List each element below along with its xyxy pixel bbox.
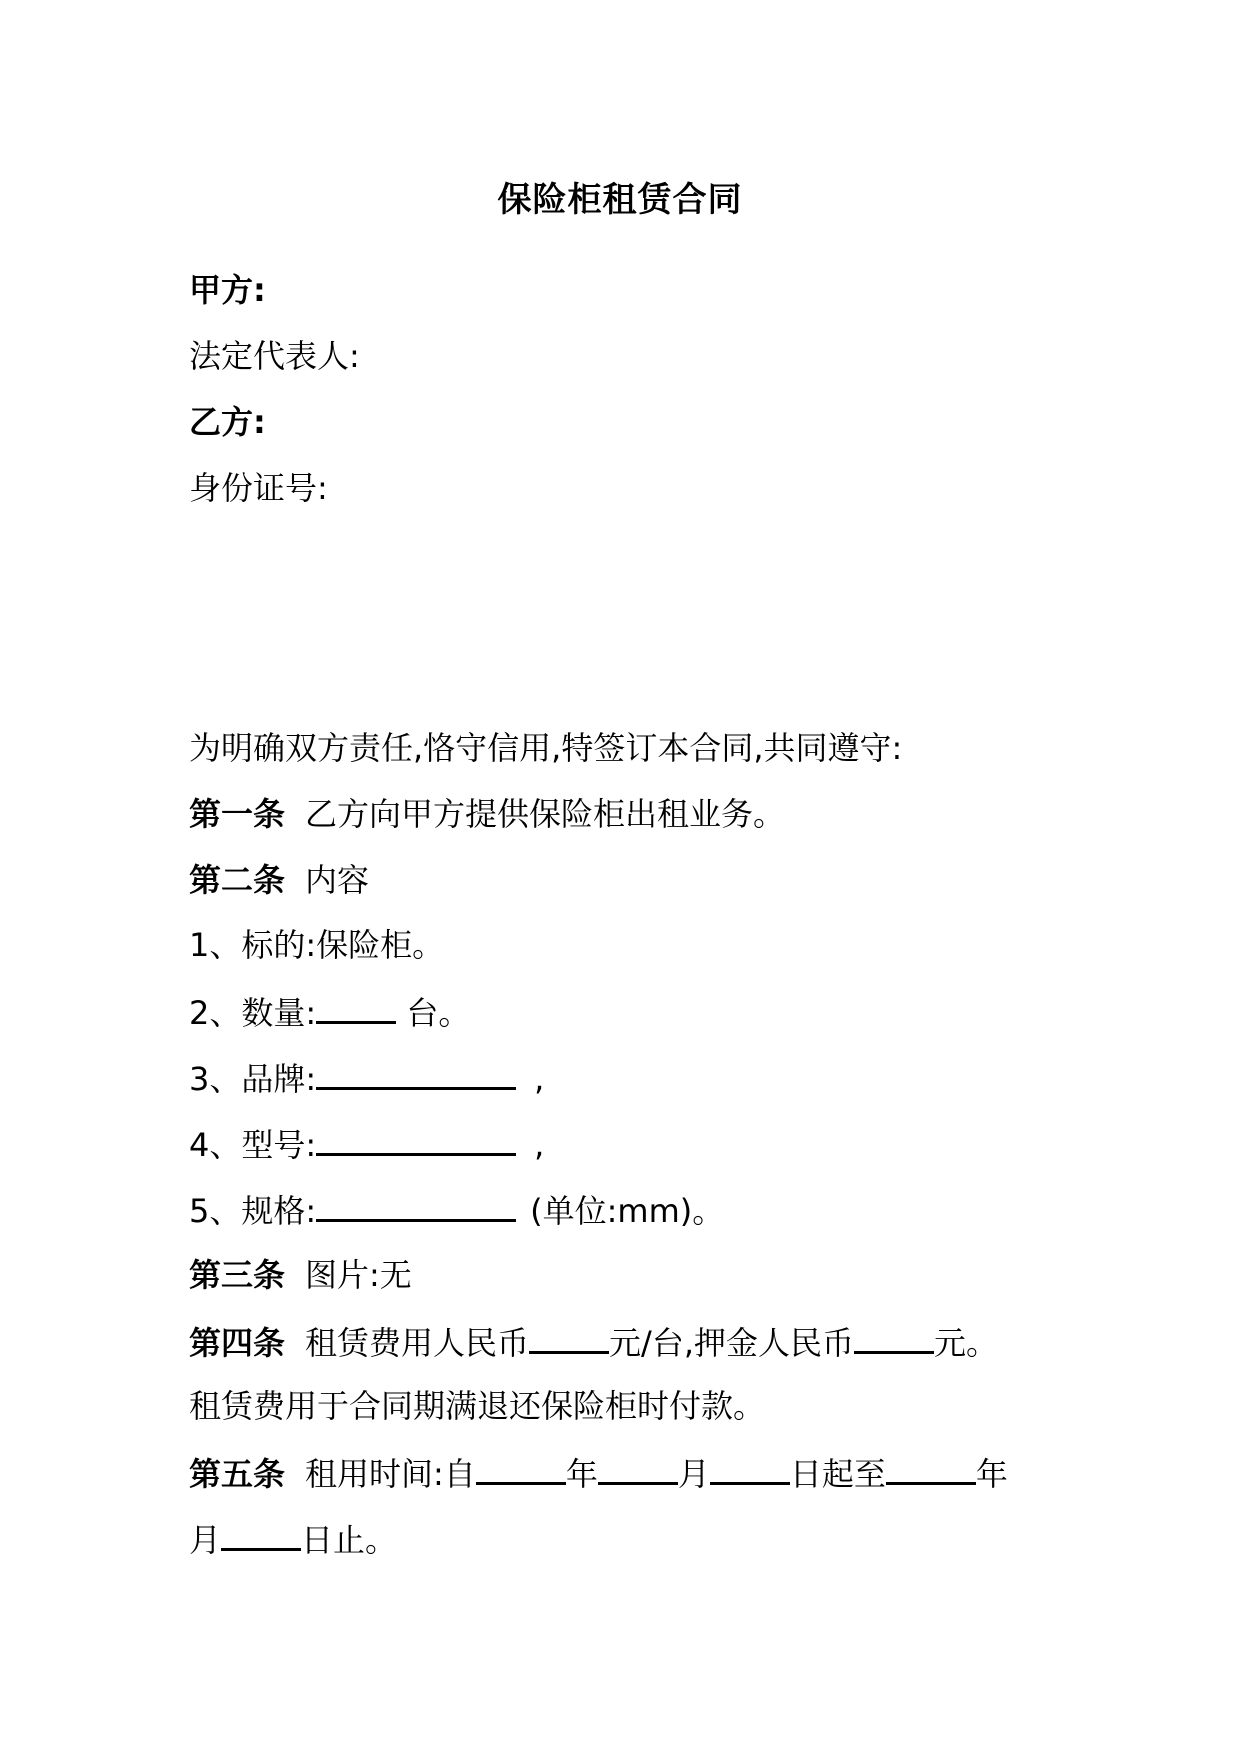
article-1-text: 乙方向甲方提供保险柜出租业务。 <box>305 795 786 833</box>
end-month-label: 月 <box>189 1521 222 1559</box>
party-a-label: 甲方: <box>189 271 266 309</box>
article-2-item-4 <box>189 1121 544 1167</box>
model-suffix: , <box>534 1126 545 1164</box>
spec-suffix: (单位:mm)。 <box>530 1192 725 1230</box>
legal-rep-label: 法定代表人: <box>189 337 360 375</box>
article-1 <box>189 792 785 836</box>
model-blank <box>316 1121 516 1156</box>
spec-blank <box>316 1187 516 1222</box>
start-year-label: 年 <box>565 1455 598 1493</box>
article-4-line-2: 租赁费用于合同期满退还保险柜时付款。 <box>189 1387 766 1425</box>
start-month-blank <box>598 1450 678 1485</box>
article-3-text: 图片:无 <box>305 1256 412 1294</box>
article-2-item-2 <box>189 989 470 1035</box>
article-2-heading: 第二条 <box>189 861 286 899</box>
brand-blank <box>316 1055 516 1090</box>
end-year-blank <box>886 1450 976 1485</box>
article-5-line-2 <box>189 1516 397 1562</box>
start-day-blank <box>710 1450 790 1485</box>
quantity-blank <box>316 989 396 1024</box>
brand-label: 3、品牌: <box>189 1060 317 1098</box>
model-label: 4、型号: <box>189 1126 317 1164</box>
quantity-label: 2、数量: <box>189 994 317 1032</box>
article-3 <box>189 1253 412 1297</box>
article-2-text: 内容 <box>305 861 370 899</box>
start-day-label: 日起至 <box>789 1455 886 1493</box>
rent-fee-blank <box>529 1319 609 1354</box>
spec-label: 5、规格: <box>189 1192 317 1230</box>
rent-fee-label: 租赁费用人民币 <box>305 1324 530 1362</box>
rental-period-label: 租用时间:自 <box>305 1455 476 1493</box>
deposit-label: 元/台,押金人民币 <box>609 1324 854 1362</box>
article-5 <box>189 1450 1008 1496</box>
article-2-item-3 <box>189 1055 544 1101</box>
article-4-heading: 第四条 <box>189 1324 286 1362</box>
quantity-suffix: 台。 <box>396 994 471 1032</box>
end-month-blank <box>221 1516 301 1551</box>
end-year-label: 年 <box>975 1455 1008 1493</box>
article-3-heading: 第三条 <box>189 1256 286 1294</box>
brand-suffix: , <box>534 1060 545 1098</box>
start-year-blank <box>476 1450 566 1485</box>
article-2 <box>189 858 369 902</box>
article-4 <box>189 1319 998 1365</box>
document-title: 保险柜租赁合同 <box>497 180 743 220</box>
deposit-suffix: 元。 <box>934 1324 999 1362</box>
end-day-label: 日止。 <box>301 1521 398 1559</box>
article-5-heading: 第五条 <box>189 1455 286 1493</box>
article-2-item-5 <box>189 1187 724 1233</box>
article-2-item-1: 1、标的:保险柜。 <box>189 926 445 964</box>
party-b-label: 乙方: <box>189 403 266 441</box>
start-month-label: 月 <box>677 1455 710 1493</box>
id-number-label: 身份证号: <box>189 469 328 507</box>
article-1-heading: 第一条 <box>189 795 286 833</box>
intro-paragraph: 为明确双方责任,恪守信用,特签订本合同,共同遵守: <box>189 729 903 767</box>
deposit-blank <box>854 1319 934 1354</box>
